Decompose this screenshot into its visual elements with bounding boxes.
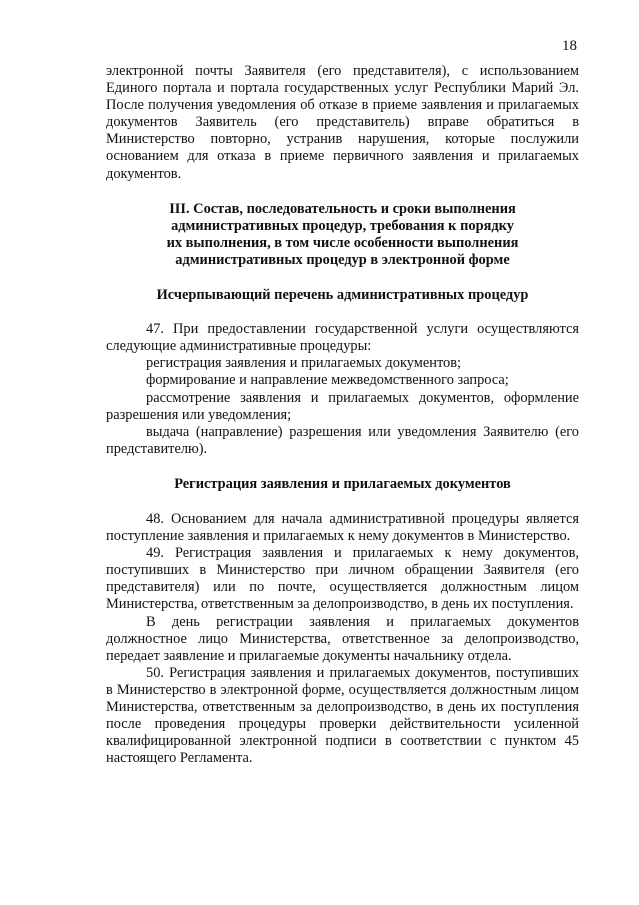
paragraph-49: 49. Регистрация заявления и прилагаемых к нему документов, поступивших в Министерство при личном обращении Заявителя (его представителя) или по почте, осуществляется должностным лицом Министерства, ответственным за делопроизводство, в день их поступления. <box>106 545 579 613</box>
section-heading-line-4: административных процедур в электронной форме <box>175 251 510 268</box>
section-heading-line-2: административных процедур, требования к порядку <box>171 217 514 234</box>
section-heading <box>106 201 579 269</box>
document-body <box>106 63 579 767</box>
subheading-registration: Регистрация заявления и прилагаемых документов <box>174 475 511 492</box>
page-number: 18 <box>562 38 577 54</box>
procedure-item-2: формирование и направление межведомственного запроса; <box>146 372 509 389</box>
intro-paragraph: электронной почты Заявителя (его представителя), с использованием Единого портала и портала государственных услуг Республики Марий Эл. После получения уведомления об отказе в приеме заявления и прилагаемых документов Заявитель (его представитель) вправе обратиться в Министерство повторно, устранив нарушения, которые послужили основанием для отказа в приеме первичного заявления и прилагаемых документов. <box>106 63 579 182</box>
paragraph-48: 48. Основанием для начала административной процедуры является поступление заявления и прилагаемых к нему документов в Министерство. <box>106 510 579 545</box>
section-heading-line-3: их выполнения, в том числе особенности выполнения <box>166 234 519 251</box>
subheading-procedures-list: Исчерпывающий перечень административных процедур <box>156 287 529 304</box>
procedure-item-3: рассмотрение заявления и прилагаемых документов, оформление разрешения или уведомления; <box>106 389 579 423</box>
paragraph-50: 50. Регистрация заявления и прилагаемых документов, поступивших в Министерство в электронной форме, осуществляется должностным лицом Министерства, ответственным за делопроизводство, в день их поступления после проведения процедуры проверки действительности усиленной квалифицированной электронной подписи в соответствии с пунктом 45 настоящего Регламента. <box>106 664 579 767</box>
section-heading-line-1: III. Состав, последовательность и сроки выполнения <box>169 200 516 217</box>
paragraph-49-continued: В день регистрации заявления и прилагаемых документов должностное лицо Министерства, ответственное за делопроизводство, передает заявление и прилагаемые документы начальнику отдела. <box>106 613 579 664</box>
procedure-item-1: регистрация заявления и прилагаемых документов; <box>146 355 462 372</box>
procedure-item-4: выдача (направление) разрешения или уведомления Заявителю (его представителю). <box>106 423 579 457</box>
paragraph-47: 47. При предоставлении государственной услуги осуществляются следующие административные процедуры: <box>106 321 579 355</box>
